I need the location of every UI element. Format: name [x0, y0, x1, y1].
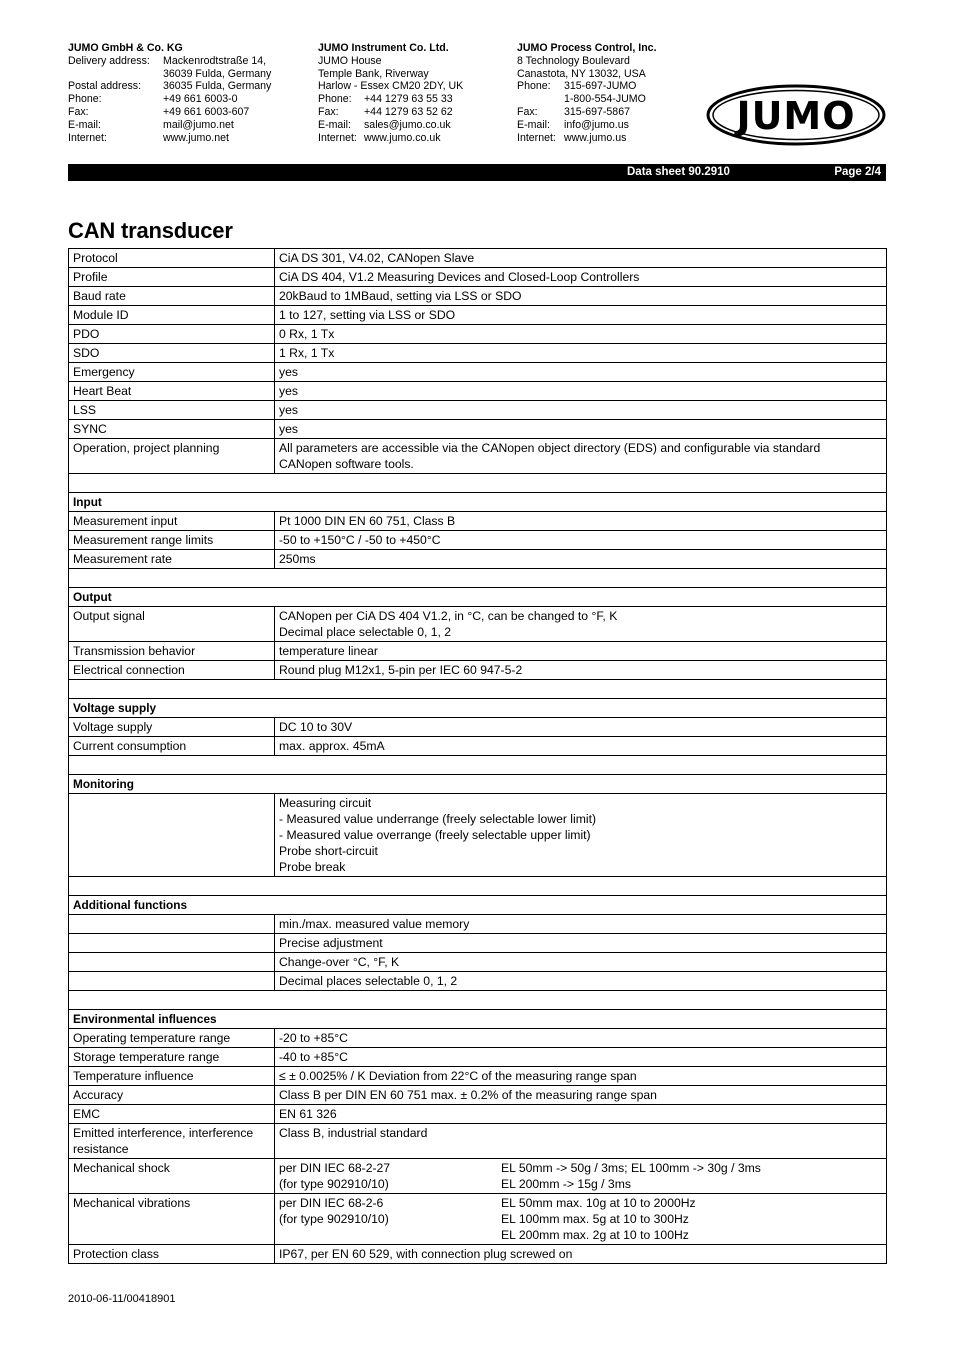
spec-value: [275, 344, 887, 363]
company-name: JUMO GmbH & Co. KG: [68, 42, 183, 54]
table-row: [69, 1245, 887, 1264]
contact-key: Internet:: [318, 131, 357, 144]
spec-value: [275, 1159, 887, 1194]
value-line: Measuring circuit: [279, 796, 372, 810]
spacer-row: [69, 756, 887, 775]
spec-value-columns: [279, 1195, 882, 1243]
spacer-row: [69, 569, 887, 588]
section-heading: Environmental influences: [69, 1010, 887, 1029]
address-line: JUMO House: [318, 54, 382, 67]
spec-label: [69, 915, 275, 934]
table-row: [69, 661, 887, 680]
table-row: [69, 363, 887, 382]
table-row: [69, 1105, 887, 1124]
table-row: [69, 934, 887, 953]
contact-key: Phone:: [318, 93, 352, 106]
spec-label: [69, 972, 275, 991]
spec-label: Protection class: [69, 1245, 275, 1264]
value-line: yes: [279, 365, 298, 379]
contact-key: E-mail:: [318, 118, 351, 131]
contact-value: 1-800-554-JUMO: [564, 93, 646, 106]
value-line: temperature linear: [279, 644, 378, 658]
spec-standard: [279, 1160, 501, 1192]
contact-value: +49 661 6003-607: [163, 105, 250, 118]
contact-row: [517, 132, 657, 145]
table-row: [69, 1194, 887, 1245]
spec-label: [69, 794, 275, 877]
spec-label: Accuracy: [69, 1086, 275, 1105]
value-line: 1 Rx, 1 Tx: [279, 346, 335, 360]
spacer-cell: [69, 569, 887, 588]
spec-label: Current consumption: [69, 737, 275, 756]
spec-value: [275, 268, 887, 287]
spec-value: [275, 1194, 887, 1245]
spec-value: [275, 306, 887, 325]
contact-value: +44 1279 63 52 62: [364, 105, 453, 118]
spec-value: [275, 363, 887, 382]
spec-standard: [279, 1195, 501, 1243]
spec-value: [275, 382, 887, 401]
spec-value: [275, 661, 887, 680]
spec-label: Protocol: [69, 249, 275, 268]
spec-value: [275, 249, 887, 268]
jumo-logo: [706, 84, 886, 146]
value-line: (for type 902910/10): [279, 1177, 389, 1191]
company-usa: [517, 42, 657, 144]
value-line: Decimal place selectable 0, 1, 2: [279, 625, 452, 639]
spec-label: Mechanical shock: [69, 1159, 275, 1194]
section-row: [69, 588, 887, 607]
contact-row: [318, 93, 463, 106]
contact-row: [517, 106, 657, 119]
contact-key: E-mail:: [517, 118, 550, 131]
spec-value: [275, 401, 887, 420]
table-row: [69, 249, 887, 268]
contact-value: 315-697-JUMO: [564, 80, 637, 93]
contact-value: info@jumo.us: [564, 118, 629, 131]
table-row: [69, 1029, 887, 1048]
spec-label: Storage temperature range: [69, 1048, 275, 1067]
value-line: Pt 1000 DIN EN 60 751, Class B: [279, 514, 456, 528]
spec-label: SDO: [69, 344, 275, 363]
value-line: EL 50mm -> 50g / 3ms; EL 100mm -> 30g / 3ms: [501, 1161, 761, 1175]
spec-table: [68, 248, 887, 1264]
value-line: EN 61 326: [279, 1107, 337, 1121]
spec-detail: [501, 1195, 882, 1243]
spec-label: Mechanical vibrations: [69, 1194, 275, 1245]
value-line: -20 to +85°C: [279, 1031, 348, 1045]
company-uk: [318, 42, 463, 144]
table-row: [69, 344, 887, 363]
spacer-row: [69, 474, 887, 493]
spec-label: Measurement input: [69, 512, 275, 531]
contact-value: www.jumo.us: [564, 131, 627, 144]
value-line: Decimal places selectable 0, 1, 2: [279, 974, 458, 988]
value-line: CiA DS 404, V1.2 Measuring Devices and Closed-Loop Controllers: [279, 270, 640, 284]
value-line: All parameters are accessible via the CANopen object directory (EDS) and configurable via standard: [279, 441, 821, 455]
value-line: Probe break: [279, 860, 346, 874]
spec-value: [275, 972, 887, 991]
contact-key: Fax:: [517, 105, 538, 118]
contact-row: [517, 93, 657, 106]
table-row: [69, 382, 887, 401]
contact-value: mail@jumo.net: [163, 118, 234, 131]
spacer-row: [69, 680, 887, 699]
value-line: CiA DS 301, V4.02, CANopen Slave: [279, 251, 475, 265]
spec-value-columns: [279, 1160, 882, 1192]
value-line: Class B, industrial standard: [279, 1126, 428, 1140]
company-name: JUMO Instrument Co. Ltd.: [318, 42, 449, 54]
contact-row: [68, 80, 271, 93]
spec-label: Operating temperature range: [69, 1029, 275, 1048]
contact-key: E-mail:: [68, 118, 101, 131]
page-title: CAN transducer: [68, 218, 233, 243]
spec-value: [275, 1245, 887, 1264]
value-line: Class B per DIN EN 60 751 max. ± 0.2% of the measuring range span: [279, 1088, 657, 1102]
contact-row: [68, 68, 271, 81]
contact-key: Delivery address:: [68, 54, 150, 67]
contact-value: www.jumo.co.uk: [364, 131, 441, 144]
spec-value: [275, 287, 887, 306]
company-germany: [68, 42, 271, 144]
address-line: Harlow - Essex CM20 2DY, UK: [318, 80, 464, 93]
spec-value: [275, 1048, 887, 1067]
table-row: [69, 953, 887, 972]
spec-label: Temperature influence: [69, 1067, 275, 1086]
logo-text: JUMO: [736, 94, 856, 138]
spec-label: LSS: [69, 401, 275, 420]
table-row: [69, 287, 887, 306]
contact-key: Fax:: [318, 105, 339, 118]
spec-value: [275, 642, 887, 661]
contact-value: +44 1279 63 55 33: [364, 93, 453, 106]
contact-key: Internet:: [517, 131, 556, 144]
contact-row: [318, 119, 463, 132]
spec-label: Module ID: [69, 306, 275, 325]
value-line: CANopen software tools.: [279, 457, 414, 471]
table-row: [69, 1067, 887, 1086]
value-line: yes: [279, 403, 298, 417]
spec-label: Electrical connection: [69, 661, 275, 680]
value-line: per DIN IEC 68-2-6: [279, 1196, 384, 1210]
spacer-row: [69, 877, 887, 896]
value-line: 1 to 127, setting via LSS or SDO: [279, 308, 456, 322]
section-heading: Voltage supply: [69, 699, 887, 718]
table-row: [69, 439, 887, 474]
value-line: - Measured value underrange (freely selectable lower limit): [279, 812, 597, 826]
spec-detail: [501, 1160, 882, 1192]
spec-label: PDO: [69, 325, 275, 344]
spec-label: Baud rate: [69, 287, 275, 306]
spec-value: [275, 1086, 887, 1105]
spec-value: [275, 531, 887, 550]
contact-key: Phone:: [517, 80, 551, 93]
section-heading: Output: [69, 588, 887, 607]
section-row: [69, 699, 887, 718]
spec-value: [275, 934, 887, 953]
value-line: EL 50mm max. 10g at 10 to 2000Hz: [501, 1196, 696, 1210]
value-line: Round plug M12x1, 5-pin per IEC 60 947-5-2: [279, 663, 523, 677]
table-row: [69, 531, 887, 550]
contact-value: www.jumo.net: [163, 131, 229, 144]
contact-key: Fax:: [68, 105, 89, 118]
table-row: [69, 306, 887, 325]
value-line: -40 to +85°C: [279, 1050, 348, 1064]
table-row: [69, 1124, 887, 1159]
value-line: ≤ ± 0.0025% / K Deviation from 22°C of the measuring range span: [279, 1069, 637, 1083]
spec-value: [275, 607, 887, 642]
table-row: [69, 401, 887, 420]
table-row: [69, 794, 887, 877]
value-line: -50 to +150°C / -50 to +450°C: [279, 533, 441, 547]
spacer-cell: [69, 991, 887, 1010]
table-row: [69, 325, 887, 344]
table-row: [69, 607, 887, 642]
table-row: [69, 268, 887, 287]
spec-label: Emitted interference, interference resistance: [69, 1124, 275, 1159]
contact-row: [68, 119, 271, 132]
contact-key: Phone:: [68, 93, 102, 106]
section-row: [69, 775, 887, 794]
spacer-cell: [69, 680, 887, 699]
spacer-row: [69, 991, 887, 1010]
contact-value: 315-697-5867: [564, 105, 630, 118]
company-name: JUMO Process Control, Inc.: [517, 42, 657, 54]
spec-value: [275, 325, 887, 344]
spec-label: Transmission behavior: [69, 642, 275, 661]
spec-label: Emergency: [69, 363, 275, 382]
contact-value: +49 661 6003-0: [163, 93, 238, 106]
contact-row: [68, 132, 271, 145]
table-row: [69, 718, 887, 737]
value-line: Precise adjustment: [279, 936, 383, 950]
table-row: [69, 420, 887, 439]
table-row: [69, 1159, 887, 1194]
value-line: yes: [279, 384, 298, 398]
value-line: 20kBaud to 1MBaud, setting via LSS or SDO: [279, 289, 522, 303]
spec-label: [69, 934, 275, 953]
table-row: [69, 1048, 887, 1067]
table-row: [69, 915, 887, 934]
address-line: 8 Technology Boulevard: [517, 54, 630, 67]
spec-value: [275, 737, 887, 756]
spec-value: [275, 718, 887, 737]
contact-row: [318, 106, 463, 119]
spec-value: [275, 1067, 887, 1086]
contact-key: Internet:: [68, 131, 107, 144]
table-row: [69, 1086, 887, 1105]
spec-value: [275, 550, 887, 569]
spec-label: Heart Beat: [69, 382, 275, 401]
value-line: - Measured value overrange (freely selectable upper limit): [279, 828, 591, 842]
value-line: EL 200mm max. 2g at 10 to 100Hz: [501, 1228, 689, 1242]
spec-label: [69, 953, 275, 972]
table-row: [69, 512, 887, 531]
spec-label: EMC: [69, 1105, 275, 1124]
data-sheet-bar: [68, 164, 886, 181]
value-line: EL 100mm max. 5g at 10 to 300Hz: [501, 1212, 689, 1226]
section-row: [69, 896, 887, 915]
spec-label: Measurement range limits: [69, 531, 275, 550]
address-line: Temple Bank, Riverway: [318, 67, 429, 80]
value-line: CANopen per CiA DS 404 V1.2, in °C, can be changed to °F, K: [279, 609, 618, 623]
value-line: per DIN IEC 68-2-27: [279, 1161, 391, 1175]
spec-label: Output signal: [69, 607, 275, 642]
document-id: 2010-06-11/00418901: [68, 1293, 176, 1305]
contact-value: 36039 Fulda, Germany: [163, 67, 272, 80]
table-row: [69, 550, 887, 569]
spec-label: SYNC: [69, 420, 275, 439]
spec-value: [275, 1105, 887, 1124]
section-heading: Additional functions: [69, 896, 887, 915]
section-heading: Input: [69, 493, 887, 512]
spec-value: [275, 439, 887, 474]
section-row: [69, 1010, 887, 1029]
value-line: yes: [279, 422, 298, 436]
spacer-cell: [69, 756, 887, 775]
spec-value: [275, 915, 887, 934]
spec-value: [275, 953, 887, 972]
contact-value: sales@jumo.co.uk: [364, 118, 451, 131]
value-line: IP67, per EN 60 529, with connection plug screwed on: [279, 1247, 573, 1261]
contact-key: [517, 93, 564, 106]
table-row: [69, 972, 887, 991]
value-line: (for type 902910/10): [279, 1212, 389, 1226]
contact-row: [68, 93, 271, 106]
contact-key: [68, 68, 163, 81]
value-line: Probe short-circuit: [279, 844, 378, 858]
value-line: DC 10 to 30V: [279, 720, 353, 734]
contact-value: Mackenrodtstraße 14,: [163, 54, 267, 67]
spec-value: [275, 1029, 887, 1048]
page-number: Page 2/4: [834, 166, 881, 178]
spec-label: Voltage supply: [69, 718, 275, 737]
contact-row: [68, 55, 271, 68]
contact-row: [517, 80, 657, 93]
contact-key: Postal address:: [68, 80, 142, 93]
value-line: 0 Rx, 1 Tx: [279, 327, 335, 341]
spec-label: Profile: [69, 268, 275, 287]
contact-value: 36035 Fulda, Germany: [163, 80, 272, 93]
contact-row: [517, 119, 657, 132]
value-line: 250ms: [279, 552, 316, 566]
table-row: [69, 642, 887, 661]
contact-row: [318, 132, 463, 145]
section-heading: Monitoring: [69, 775, 887, 794]
section-row: [69, 493, 887, 512]
value-line: min./max. measured value memory: [279, 917, 470, 931]
spec-value: [275, 1124, 887, 1159]
contact-row: [68, 106, 271, 119]
table-row: [69, 737, 887, 756]
value-line: EL 200mm -> 15g / 3ms: [501, 1177, 631, 1191]
data-sheet-number: Data sheet 90.2910: [627, 166, 730, 178]
spec-label: Measurement rate: [69, 550, 275, 569]
spacer-cell: [69, 474, 887, 493]
spacer-cell: [69, 877, 887, 896]
spec-value: [275, 794, 887, 877]
spec-value: [275, 420, 887, 439]
value-line: max. approx. 45mA: [279, 739, 385, 753]
value-line: Change-over °C, °F, K: [279, 955, 400, 969]
spec-label: Operation, project planning: [69, 439, 275, 474]
address-line: Canastota, NY 13032, USA: [517, 67, 646, 80]
spec-value: [275, 512, 887, 531]
